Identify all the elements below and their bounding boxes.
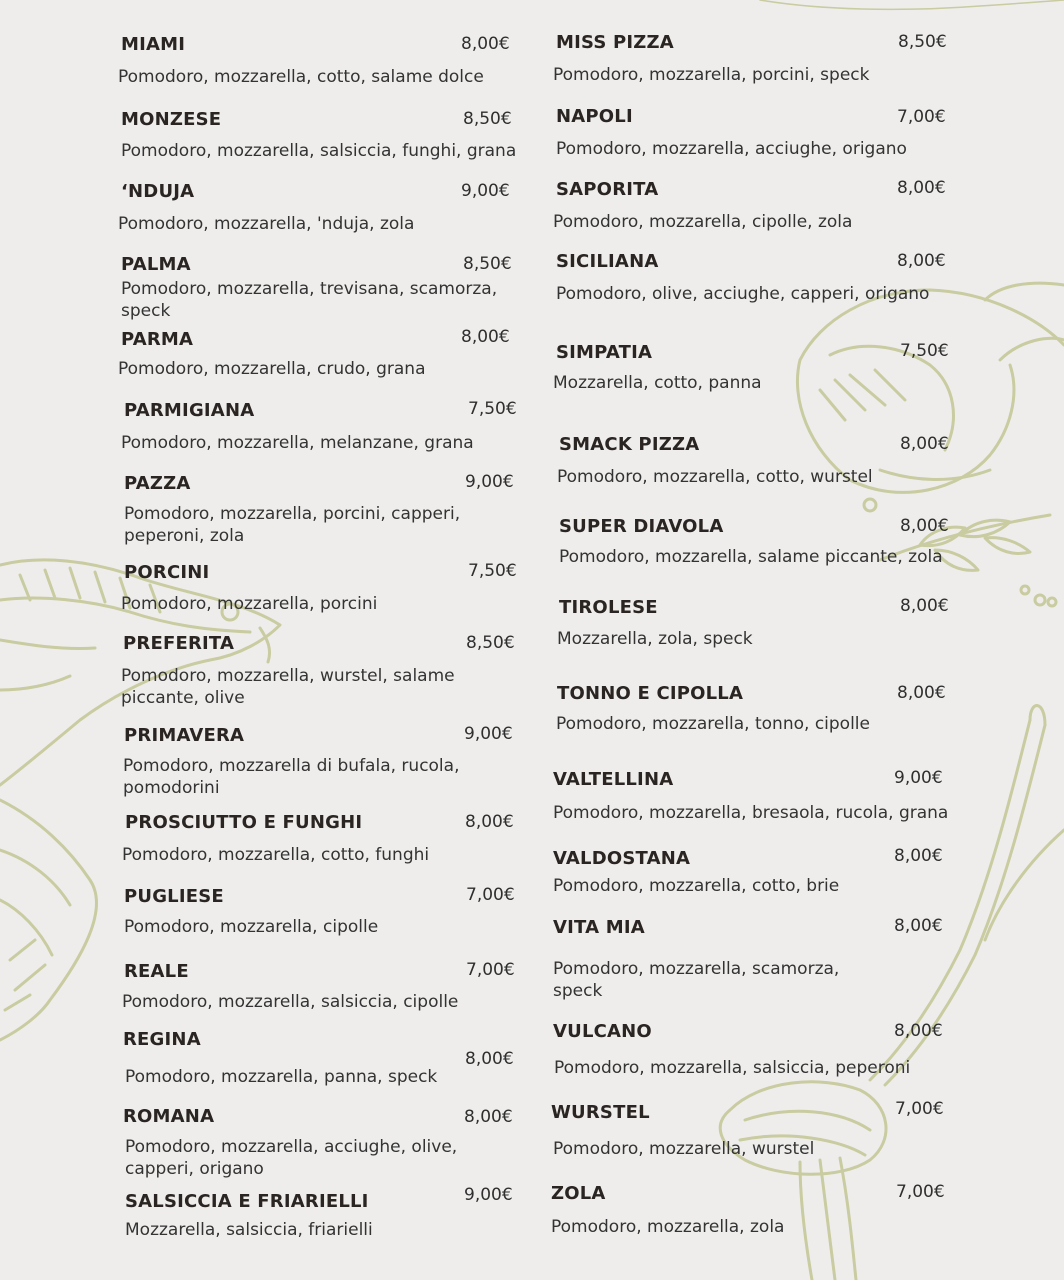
- item-name: PROSCIUTTO E FUNGHI: [125, 812, 363, 833]
- item-price: 8,50€: [463, 109, 512, 129]
- item-description: Pomodoro, mozzarella, cotto, wurstel: [557, 467, 873, 487]
- item-description: Pomodoro, mozzarella, panna, speck: [125, 1067, 438, 1087]
- item-price: 9,00€: [464, 1185, 513, 1205]
- item-price: 8,00€: [897, 683, 946, 703]
- item-name: PORCINI: [124, 562, 210, 583]
- item-description: Pomodoro, mozzarella, acciughe, origano: [556, 139, 907, 159]
- item-name: SIMPATIA: [556, 342, 653, 363]
- item-description: Pomodoro, mozzarella, wurstel: [553, 1139, 815, 1159]
- item-price: 8,00€: [461, 327, 510, 347]
- item-price: 8,00€: [465, 812, 514, 832]
- item-name: REGINA: [123, 1029, 201, 1050]
- item-name: PRIMAVERA: [124, 725, 245, 746]
- item-description: Mozzarella, zola, speck: [557, 629, 753, 649]
- item-name: WURSTEL: [551, 1102, 650, 1123]
- item-price: 8,00€: [464, 1107, 513, 1127]
- item-description: Pomodoro, mozzarella, cotto, funghi: [122, 845, 430, 865]
- item-description: Pomodoro, mozzarella, cipolle: [124, 917, 379, 937]
- item-description: Pomodoro, olive, acciughe, capperi, origano: [556, 284, 930, 304]
- item-name: PREFERITA: [123, 633, 235, 654]
- item-name: NAPOLI: [556, 106, 633, 127]
- item-name: MONZESE: [121, 109, 222, 130]
- item-description: Mozzarella, salsiccia, friarielli: [125, 1220, 373, 1240]
- item-price: 8,00€: [461, 34, 510, 54]
- item-price: 8,00€: [894, 916, 943, 936]
- item-price: 8,50€: [898, 32, 947, 52]
- item-name: MIAMI: [121, 34, 186, 55]
- item-name: ‘NDUJA: [121, 181, 195, 202]
- item-price: 9,00€: [461, 181, 510, 201]
- item-description: Pomodoro, mozzarella di bufala, rucola, pomodorini: [123, 756, 460, 798]
- item-name: SALSICCIA E FRIARIELLI: [125, 1191, 369, 1212]
- item-name: VITA MIA: [553, 917, 645, 938]
- item-description: Pomodoro, mozzarella, bresaola, rucola, grana: [553, 803, 949, 823]
- item-price: 8,00€: [465, 1049, 514, 1069]
- item-description: Pomodoro, mozzarella, salame piccante, zola: [559, 547, 943, 567]
- item-description: Pomodoro, mozzarella, melanzane, grana: [121, 433, 474, 453]
- item-name: ZOLA: [551, 1183, 606, 1204]
- item-price: 7,00€: [895, 1099, 944, 1119]
- item-name: SAPORITA: [556, 179, 659, 200]
- item-price: 8,00€: [900, 596, 949, 616]
- item-name: PALMA: [121, 254, 191, 275]
- item-price: 7,00€: [466, 960, 515, 980]
- item-description: Pomodoro, mozzarella, cotto, brie: [553, 876, 840, 896]
- item-price: 9,00€: [894, 768, 943, 788]
- item-name: VULCANO: [553, 1021, 652, 1042]
- item-name: VALTELLINA: [553, 769, 674, 790]
- item-price: 8,50€: [463, 254, 512, 274]
- item-description: Pomodoro, mozzarella, 'nduja, zola: [118, 214, 415, 234]
- item-description: Pomodoro, mozzarella, wurstel, salame piccante, olive: [121, 666, 455, 708]
- item-description: Pomodoro, mozzarella, tonno, cipolle: [556, 714, 870, 734]
- item-price: 8,00€: [900, 516, 949, 536]
- item-name: PUGLIESE: [124, 886, 224, 907]
- item-name: TIROLESE: [559, 597, 658, 618]
- item-name: PARMIGIANA: [124, 400, 255, 421]
- item-description: Pomodoro, mozzarella, trevisana, scamorza, speck: [121, 279, 498, 321]
- item-name: SICILIANA: [556, 251, 659, 272]
- item-description: Pomodoro, mozzarella, salsiccia, cipolle: [122, 992, 459, 1012]
- item-price: 8,00€: [900, 434, 949, 454]
- item-description: Pomodoro, mozzarella, salsiccia, funghi, grana: [121, 141, 517, 161]
- item-name: VALDOSTANA: [553, 848, 691, 869]
- item-description: Pomodoro, mozzarella, porcini, speck: [553, 65, 870, 85]
- item-description: Pomodoro, mozzarella, porcini: [121, 594, 378, 614]
- item-name: SMACK PIZZA: [559, 434, 700, 455]
- item-price: 7,50€: [900, 341, 949, 361]
- item-price: 8,00€: [894, 1021, 943, 1041]
- item-name: ROMANA: [123, 1106, 215, 1127]
- item-price: 9,00€: [464, 724, 513, 744]
- item-price: 7,00€: [897, 107, 946, 127]
- item-price: 8,00€: [897, 251, 946, 271]
- item-price: 8,00€: [894, 846, 943, 866]
- item-description: Pomodoro, mozzarella, porcini, capperi, peperoni, zola: [124, 504, 461, 546]
- item-description: Pomodoro, mozzarella, salsiccia, peperoni: [554, 1058, 911, 1078]
- item-price: 7,50€: [468, 561, 517, 581]
- item-name: MISS PIZZA: [556, 32, 674, 53]
- item-price: 9,00€: [465, 472, 514, 492]
- item-name: PAZZA: [124, 473, 191, 494]
- item-price: 8,50€: [466, 633, 515, 653]
- item-name: PARMA: [121, 329, 194, 350]
- item-description: Pomodoro, mozzarella, cipolle, zola: [553, 212, 853, 232]
- item-name: TONNO E CIPOLLA: [557, 683, 744, 704]
- item-price: 7,50€: [468, 399, 517, 419]
- item-description: Pomodoro, mozzarella, cotto, salame dolce: [118, 67, 484, 87]
- item-name: SUPER DIAVOLA: [559, 516, 724, 537]
- item-price: 7,00€: [466, 885, 515, 905]
- item-description: Pomodoro, mozzarella, zola: [551, 1217, 785, 1237]
- item-description: Pomodoro, mozzarella, acciughe, olive, capperi, origano: [125, 1137, 458, 1179]
- item-description: Mozzarella, cotto, panna: [553, 373, 762, 393]
- item-name: REALE: [124, 961, 189, 982]
- item-price: 8,00€: [897, 178, 946, 198]
- item-price: 7,00€: [896, 1182, 945, 1202]
- item-description: Pomodoro, mozzarella, scamorza, speck: [553, 959, 840, 1001]
- item-description: Pomodoro, mozzarella, crudo, grana: [118, 359, 426, 379]
